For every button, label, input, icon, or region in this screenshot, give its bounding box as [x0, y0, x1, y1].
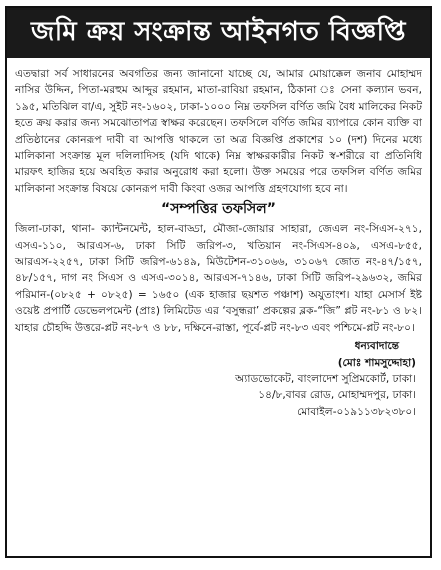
signature-thanks: ধন্যবাদান্তে: [354, 340, 400, 353]
signature-block: [7, 338, 416, 420]
signature-name: (মোঃ শামসুদ্দোহা): [337, 356, 416, 369]
legal-notice: [5, 6, 432, 558]
notice-title: জমি ক্রয় সংক্রান্ত আইনগত বিজ্ঞপ্তি: [7, 8, 430, 58]
schedule-heading: “সম্পত্তির তফসিল”: [161, 201, 276, 218]
signature-mobile: মোবাইল-০১৯১১৩৮২৩৮০।: [297, 405, 416, 418]
signature-designation: অ্যাডভোকেট, বাংলাদেশ সুপ্রিমকোর্ট, ঢাকা।: [235, 372, 416, 385]
signature-address: ১৪/৮,বাবর রোড, মোহাম্মদপুর, ঢাকা।: [258, 389, 416, 402]
schedule-paragraph: জিলা-ঢাকা, থানা- ক্যান্টনমেন্ট, হাল-বাড্ডা, মৌজা-জোয়ার সাহারা, জেএল নং-সিএস-২৭১, এসএ-১১০, আরএস-৬, ঢাকা সিটি জরিপ-৩, খতিয়ান নং-সিএস-৪০৯, এসএ-৮৫৫, আরএস-২২৫৭, ঢাকা সিটি জরিপ-৬১৪৯, মিউটেশন-৩১০৬৬, ৩১০৬৭ জোত নং-৪৭/১৫৭, ৪৮/১৫৭, দাগ নং সিএস ও এসএ-৩০১৪, আরএস-৭১৪৬, ঢাকা সিটি জরিপ-২৯৬৩২, জমির পরিমান-(০৮২৫ + ০৮২৫) = ১৬৫০ (এক হাজার ছয়শত পঞ্চাশ) অযুতাংশ। যাহা মেসার্স ইষ্ট ওয়েষ্ট প্রপার্টি ডেভেলপমেন্ট (প্রাঃ) লিমিটেড এর ‘বসুন্ধরা’ প্রকল্পের ব্লক-“জি” প্লট নং-৮১ ও ৮২। যাহার চৌহদ্দি উত্তরে-প্লট নং-৮৭ ও ৮৮, দক্ষিনে-রাস্তা, পূর্বে-প্লট নং-৮৩ এবং পশ্চিমে-প্লট নং-৮০।: [15, 223, 422, 334]
notice-intro-paragraph: এতদ্বারা সর্ব সাধারনের অবগতির জন্য জানানো যাচ্ছে যে, আমার মোয়াক্কেল জনাব মোহাম্মদ নাসির উদ্দিন, পিতা-মরহুম আব্দুর রহমান, মাতা-রাবিয়া রহমান, ঠিকানা ঃ সেনা কল্যান ভবন, ১৯৫, মতিঝিল বা/এ, সুইট নং-১৬০২, ঢাকা-১০০০ নিম্ন তফসিল বর্ণিত জমি বৈধ মালিকের নিকট হতে ক্রয় করার জন্য সমঝোতাপত্র স্বাক্ষর করেছেন। তফসিলে বর্ণিত জমির ব্যাপারে কোন ব্যক্তি বা প্রতিষ্ঠানের কোনরূপ দাবী বা আপত্তি থাকলে তা অত্র বিজ্ঞপ্তি প্রকাশের ১০ (দশ) দিনের মধ্যে মালিকানা সংক্রান্ত মূল দলিলাদিসহ (যদি থাকে) নিম্ন স্বাক্ষরকারীর নিকট স্ব-শরীরে বা প্রতিনিধি মারফৎ হাজির হয়ে অবহিত করার অনুরোধ করা হলো। উক্ত সময়ের পরে তফসিল বর্ণিত জমির মালিকানা সংক্রান্ত বিষয়ে কোনরূপ দাবী কিংবা ওজর আপত্তি গ্রহণযোগ্য হবে না।: [15, 68, 422, 195]
